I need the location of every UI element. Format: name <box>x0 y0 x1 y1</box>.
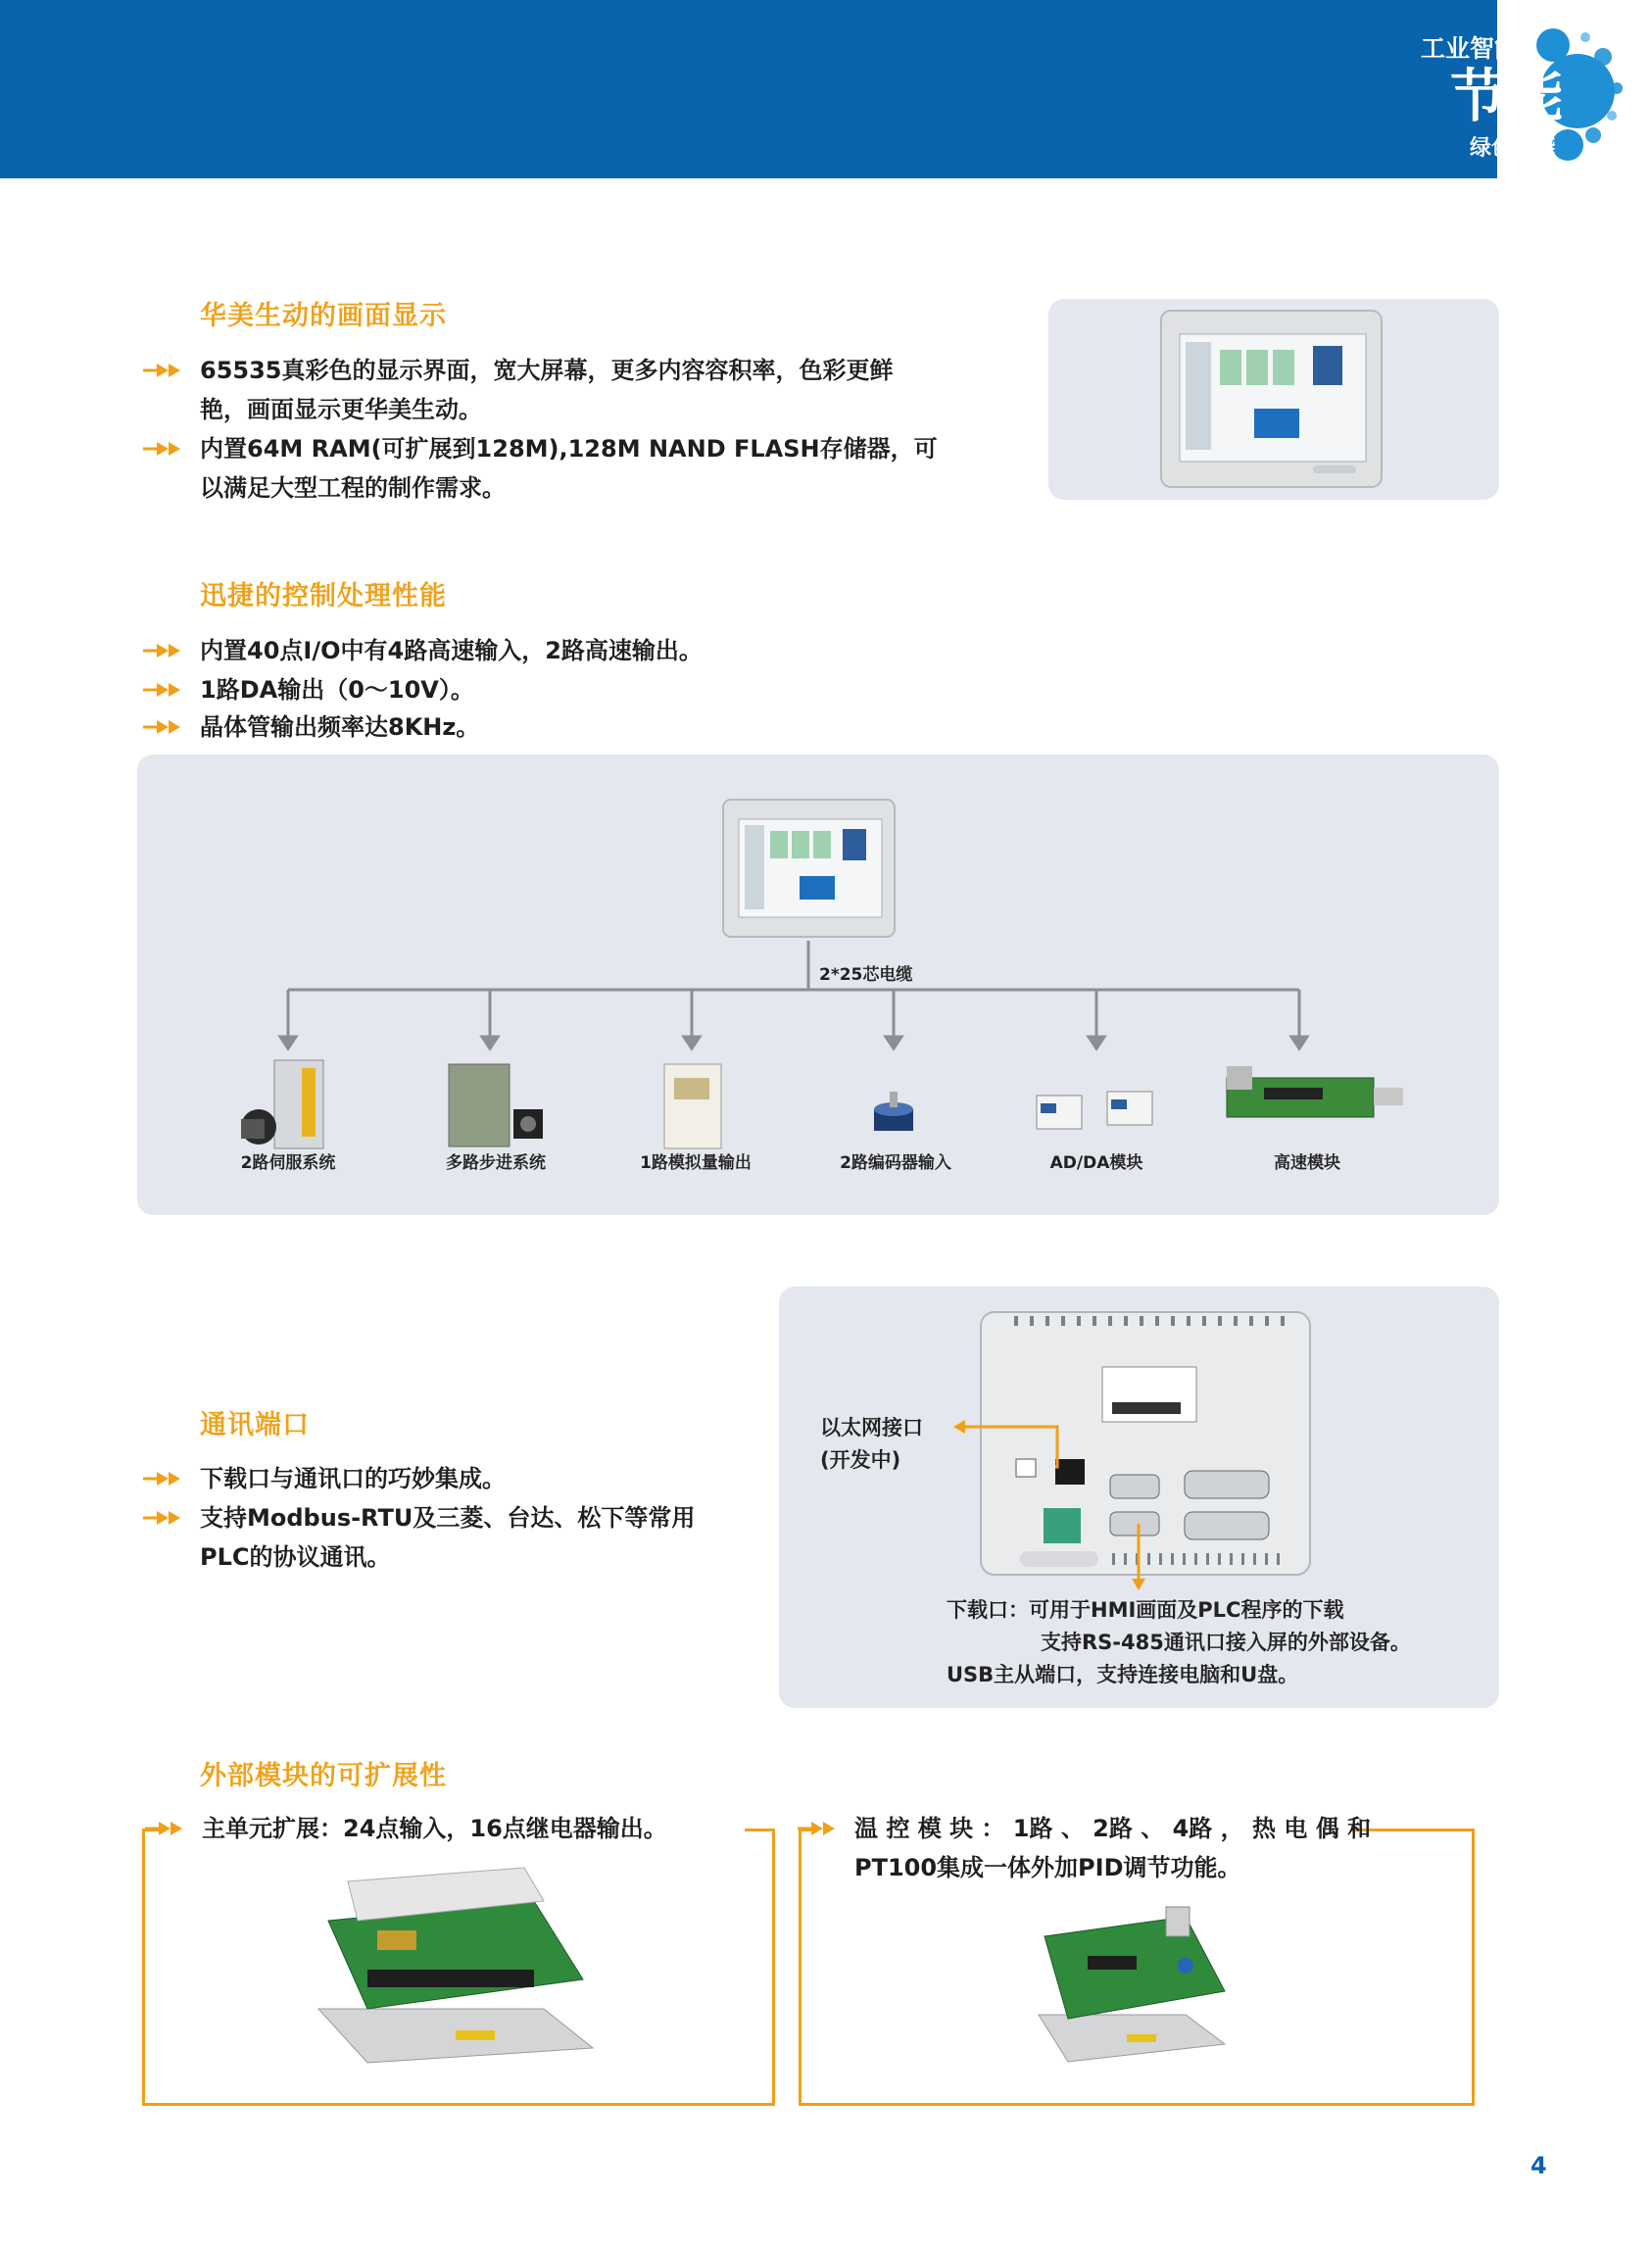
usb-note: USB主从端口，支持连接电脑和U盘。 <box>947 1663 1299 1686</box>
hmi-device-image <box>723 800 895 937</box>
arrow-icon <box>143 442 192 456</box>
control-section-title: 迅捷的控制处理性能 <box>200 581 447 611</box>
display-bullet-2-line-1: 内置64M RAM(可扩展到128M),128M NAND FLASH存储器，可 <box>200 435 938 463</box>
comm-bullet-2-line-2: PLC的协议通讯。 <box>200 1543 391 1571</box>
product-label-encoder: 2路编码器输入 <box>840 1153 951 1173</box>
ethernet-label-line-1: 以太网接口 <box>820 1416 923 1439</box>
cable-label: 2*25芯电缆 <box>819 965 913 985</box>
comm-bullet-2-line-1: 支持Modbus-RTU及三菱、台达、松下等常用 <box>200 1504 696 1532</box>
arrow-icon <box>143 364 192 377</box>
connection-diagram-panel <box>137 755 1499 1215</box>
brand-logo <box>1411 18 1627 174</box>
hmi-device-image <box>1048 299 1499 500</box>
display-bullet-1-line-1: 65535真彩色的显示界面，宽大屏幕，更多内容容积率，色彩更鲜 <box>200 357 894 384</box>
product-label-adda: AD/DA模块 <box>1049 1153 1143 1173</box>
comm-bullet-2 <box>200 1498 695 1577</box>
encoder-image <box>874 1092 913 1131</box>
arrow-icon <box>143 683 192 697</box>
comm-bullet-1 <box>200 1459 506 1498</box>
page-number: 4 <box>1531 2152 1547 2179</box>
display-bullet-1 <box>200 351 894 429</box>
control-bullet-3 <box>200 707 479 747</box>
control-bullet-2 <box>200 670 474 709</box>
expansion-section-title: 外部模块的可扩展性 <box>200 1761 447 1791</box>
control-bullet-1 <box>200 631 703 670</box>
high-speed-module-image <box>1227 1066 1403 1117</box>
product-label-stepper: 多路步进系统 <box>446 1153 546 1173</box>
analog-output-image <box>664 1064 721 1148</box>
logo-small-top: 工业智能 <box>1421 34 1520 63</box>
main-unit-text <box>202 1809 667 1848</box>
control-bullet-2-text: 1路DA输出（0～10V）。 <box>200 676 474 704</box>
connection-diagram <box>137 755 1499 1215</box>
arrow-icon <box>143 1511 192 1525</box>
frame-top-right-segment <box>745 1829 772 1831</box>
comm-bullet-1-text: 下载口与通讯口的巧妙集成。 <box>200 1465 506 1492</box>
control-bullet-3-text: 晶体管输出频率达8KHz。 <box>200 713 480 741</box>
product-label-servo: 2路伺服系统 <box>240 1153 336 1173</box>
main-unit-text-content: 主单元扩展：24点输入，16点继电器输出。 <box>202 1815 667 1842</box>
header-band <box>0 0 1497 178</box>
hmi-photo-panel <box>1048 299 1499 500</box>
ad-da-module-image <box>1037 1092 1152 1129</box>
arrow-icon <box>145 1822 194 1835</box>
comm-section-title: 通讯端口 <box>200 1410 310 1440</box>
temperature-module-line-2: PT100集成一体外加PID调节功能。 <box>854 1854 1241 1881</box>
arrow-icon <box>143 1472 192 1486</box>
arrow-icon <box>798 1822 847 1835</box>
temperature-module-board-image <box>1029 1897 1235 2073</box>
logo-small-bottom: 绿色电能 <box>1470 136 1557 161</box>
product-label-analog: 1路模拟量输出 <box>640 1153 752 1173</box>
rs485-note: 支持RS-485通讯口接入屏的外部设备。 <box>1041 1631 1411 1654</box>
control-bullet-1-text: 内置40点I/O中有4路高速输入，2路高速输出。 <box>200 637 703 664</box>
logo-big: 节能 <box>1450 63 1565 129</box>
product-label-highspeed: 高速模块 <box>1274 1153 1340 1173</box>
display-section-title: 华美生动的画面显示 <box>200 301 447 331</box>
comm-ports-panel <box>779 1287 1499 1708</box>
display-bullet-1-line-2: 艳，画面显示更华美生动。 <box>200 396 482 423</box>
display-bullet-2 <box>200 429 938 508</box>
download-note: 下载口：可用于HMI画面及PLC程序的下载 <box>947 1598 1344 1622</box>
arrow-icon <box>143 720 192 734</box>
servo-system-image <box>241 1060 323 1148</box>
temperature-module-line-1: 温 控 模 块 ： 1路 、 2路 、 4路 ， 热 电 偶 和 <box>854 1815 1372 1842</box>
ethernet-label-line-2: (开发中) <box>820 1448 901 1472</box>
ethernet-label <box>820 1412 923 1477</box>
arrow-icon <box>143 644 192 658</box>
display-bullet-2-line-2: 以满足大型工程的制作需求。 <box>200 474 506 502</box>
main-unit-board-image <box>309 1862 603 2077</box>
stepper-system-image <box>449 1064 543 1146</box>
temperature-module-text <box>854 1809 1371 1887</box>
